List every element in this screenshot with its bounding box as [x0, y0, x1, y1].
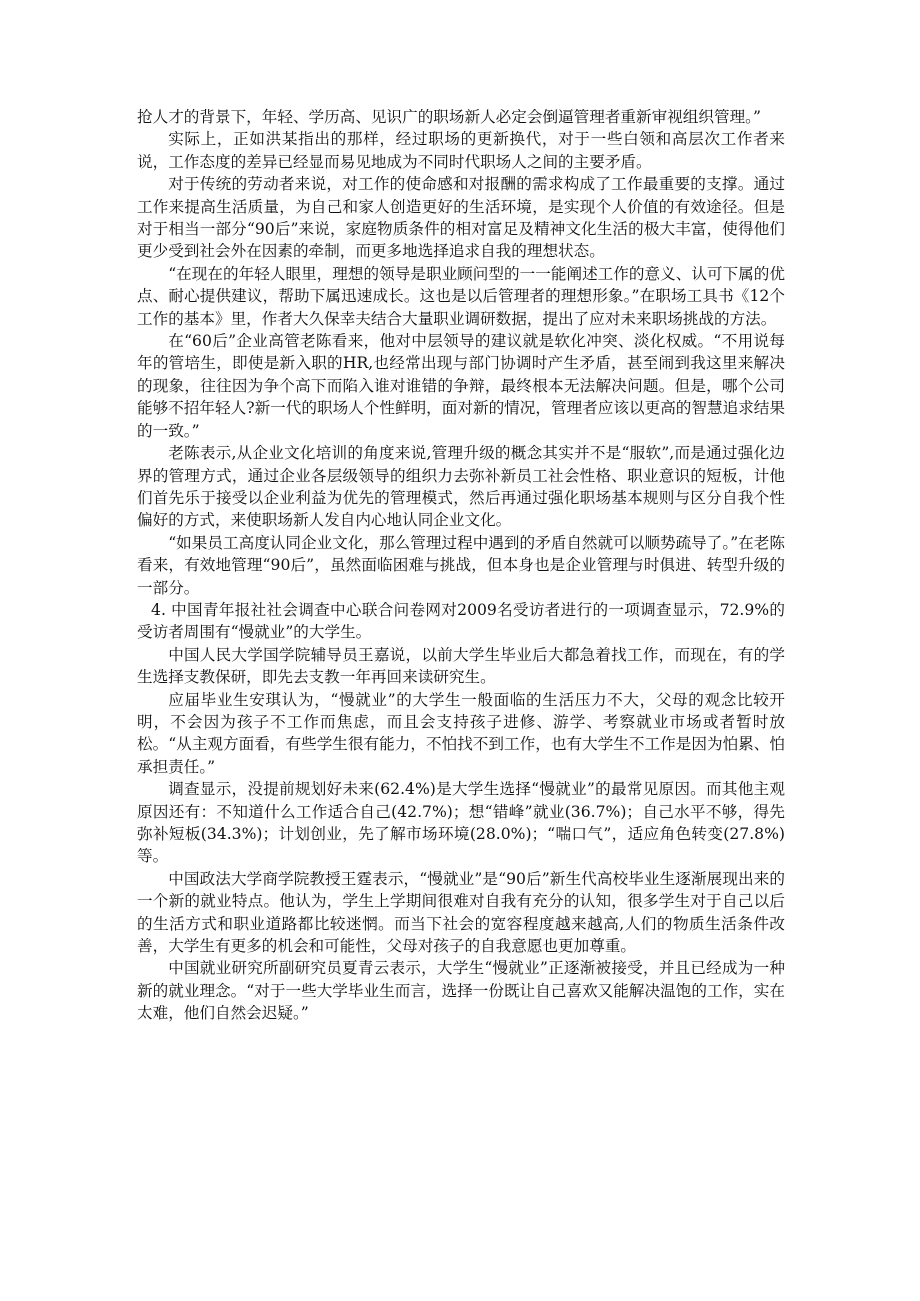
paragraph-4: “在现在的年轻人眼里，理想的领导是职业顾问型的一一能阐述工作的意义、认可下属的优点、耐心提供建议，帮助下属迅速成长。这也是以后管理者的理想形象。”在职场工具书《12个工作的基本》里，作者大久保幸夫结合大量职业调研数据，提出了应对未来职场挑战的方法。: [137, 264, 785, 328]
paragraph-9: 中国人民大学国学院辅导员王嘉说，以前大学生毕业后大都急着找工作，而现在，有的学生选择支教保研，即先去支教一年再回来读研究生。: [137, 645, 785, 687]
paragraph-6: 老陈表示,从企业文化培训的角度来说,管理升级的概念其实并不是“服软”,而是通过强化边界的管理方式，通过企业各层级领导的组织力去弥补新员工社会性格、职业意识的短板，计他们首先乐于接受以企业利益为优先的管理模式，然后再通过强化职场基本规则与区分自我个性偏好的方式，来使职场新人发自内心地认同企业文化。: [137, 444, 785, 530]
paragraph-7: “如果员工高度认同企业文化，那么管理过程中遇到的矛盾自然就可以顺势疏导了。”在老陈看来，有效地管理“90后”，虽然面临困难与挑战，但本身也是企业管理与时俱进、转型升级的一部分。: [137, 533, 785, 597]
paragraph-5: 在“60后”企业高管老陈看来，他对中层领导的建议就是软化冲突、淡化权威。“不用说每年的管培生，即使是新入职的HR,也经常出现与部门协调时产生矛盾，甚至闹到我这里来解决的现象，往往因为争个高下而陷入谁对谁错的争辩，最终根本无法解决问题。但是，哪个公司能够不招年轻人?新一代的职场人个性鲜明，面对新的情况，管理者应该以更高的智慧追求结果的一致。”: [137, 332, 785, 440]
paragraph-13: 中国就业研究所副研究员夏青云表示，大学生“慢就业”正逐渐被接受，并且已经成为一种新的就业理念。“对于一些大学毕业生而言，选择一份既让自己喜欢又能解决温饱的工作，实在太难，他们自然会迟疑。”: [137, 959, 785, 1023]
document-page: [137, 106, 785, 1025]
paragraph-3: 对于传统的劳动者来说，对工作的使命感和对报酬的需求构成了工作最重要的支撑。通过工作来提高生活质量，为自己和家人创造更好的生活环境，是实现个人价值的有效途径。但是对于相当一部分“90后”来说，家庭物质条件的相对富足及精神文化生活的极大丰富，使得他们更少受到社会外在因素的牵制，而更多地选择追求自我的理想状态。: [137, 175, 785, 261]
paragraph-1: 抢人才的背景下，年轻、学历高、见识广的职场新人必定会倒逼管理者重新审视组织管理。”: [137, 108, 761, 126]
paragraph-12: 中国政法大学商学院教授王霆表示，“慢就业”是“90后”新生代高校毕业生逐渐展现出来的一个新的就业特点。他认为，学生上学期间很难对自我有充分的认知，很多学生对于自己以后的生活方式和职业道路都比较迷惘。而当下社会的宽容程度越来越高,人们的物质生活条件改善，大学生有更多的机会和可能性，父母对孩子的自我意愿也更加尊重。: [137, 869, 785, 956]
paragraph-11: 调查显示，没提前规划好未来(62.4%)是大学生选择“慢就业”的最常见原因。而其他主观原因还有：不知道什么工作适合自己(42.7%)；想“错峰”就业(36.7%)；自己水平不够，得先弥补短板(34.3%)；计划创业，先了解市场环境(28.0%)；“喘口气”，适应角色转变(27.8%)等。: [137, 780, 785, 866]
numbered-item-4: 4. 中国青年报社社会调查中心联合问卷网对2009名受访者进行的一项调查显示，72.9%的受访者周围有“慢就业”的大学生。: [137, 600, 785, 642]
paragraph-2: 实际上，正如洪某指出的那样，经过职场的更新换代，对于一些白领和高层次工作者来说，工作态度的差异已经显而易见地成为不同时代职场人之间的主要矛盾。: [137, 130, 785, 171]
paragraph-10: 应届毕业生安琪认为，“慢就业”的大学生一般面临的生活压力不大，父母的观念比较开明，不会因为孩子不工作而焦虑，而且会支持孩子进修、游学、考察就业市场或者暂时放松。“从主观方面看，有些学生很有能力，不怕找不到工作，也有大学生不工作是因为怕累、怕承担责任。”: [137, 690, 785, 776]
